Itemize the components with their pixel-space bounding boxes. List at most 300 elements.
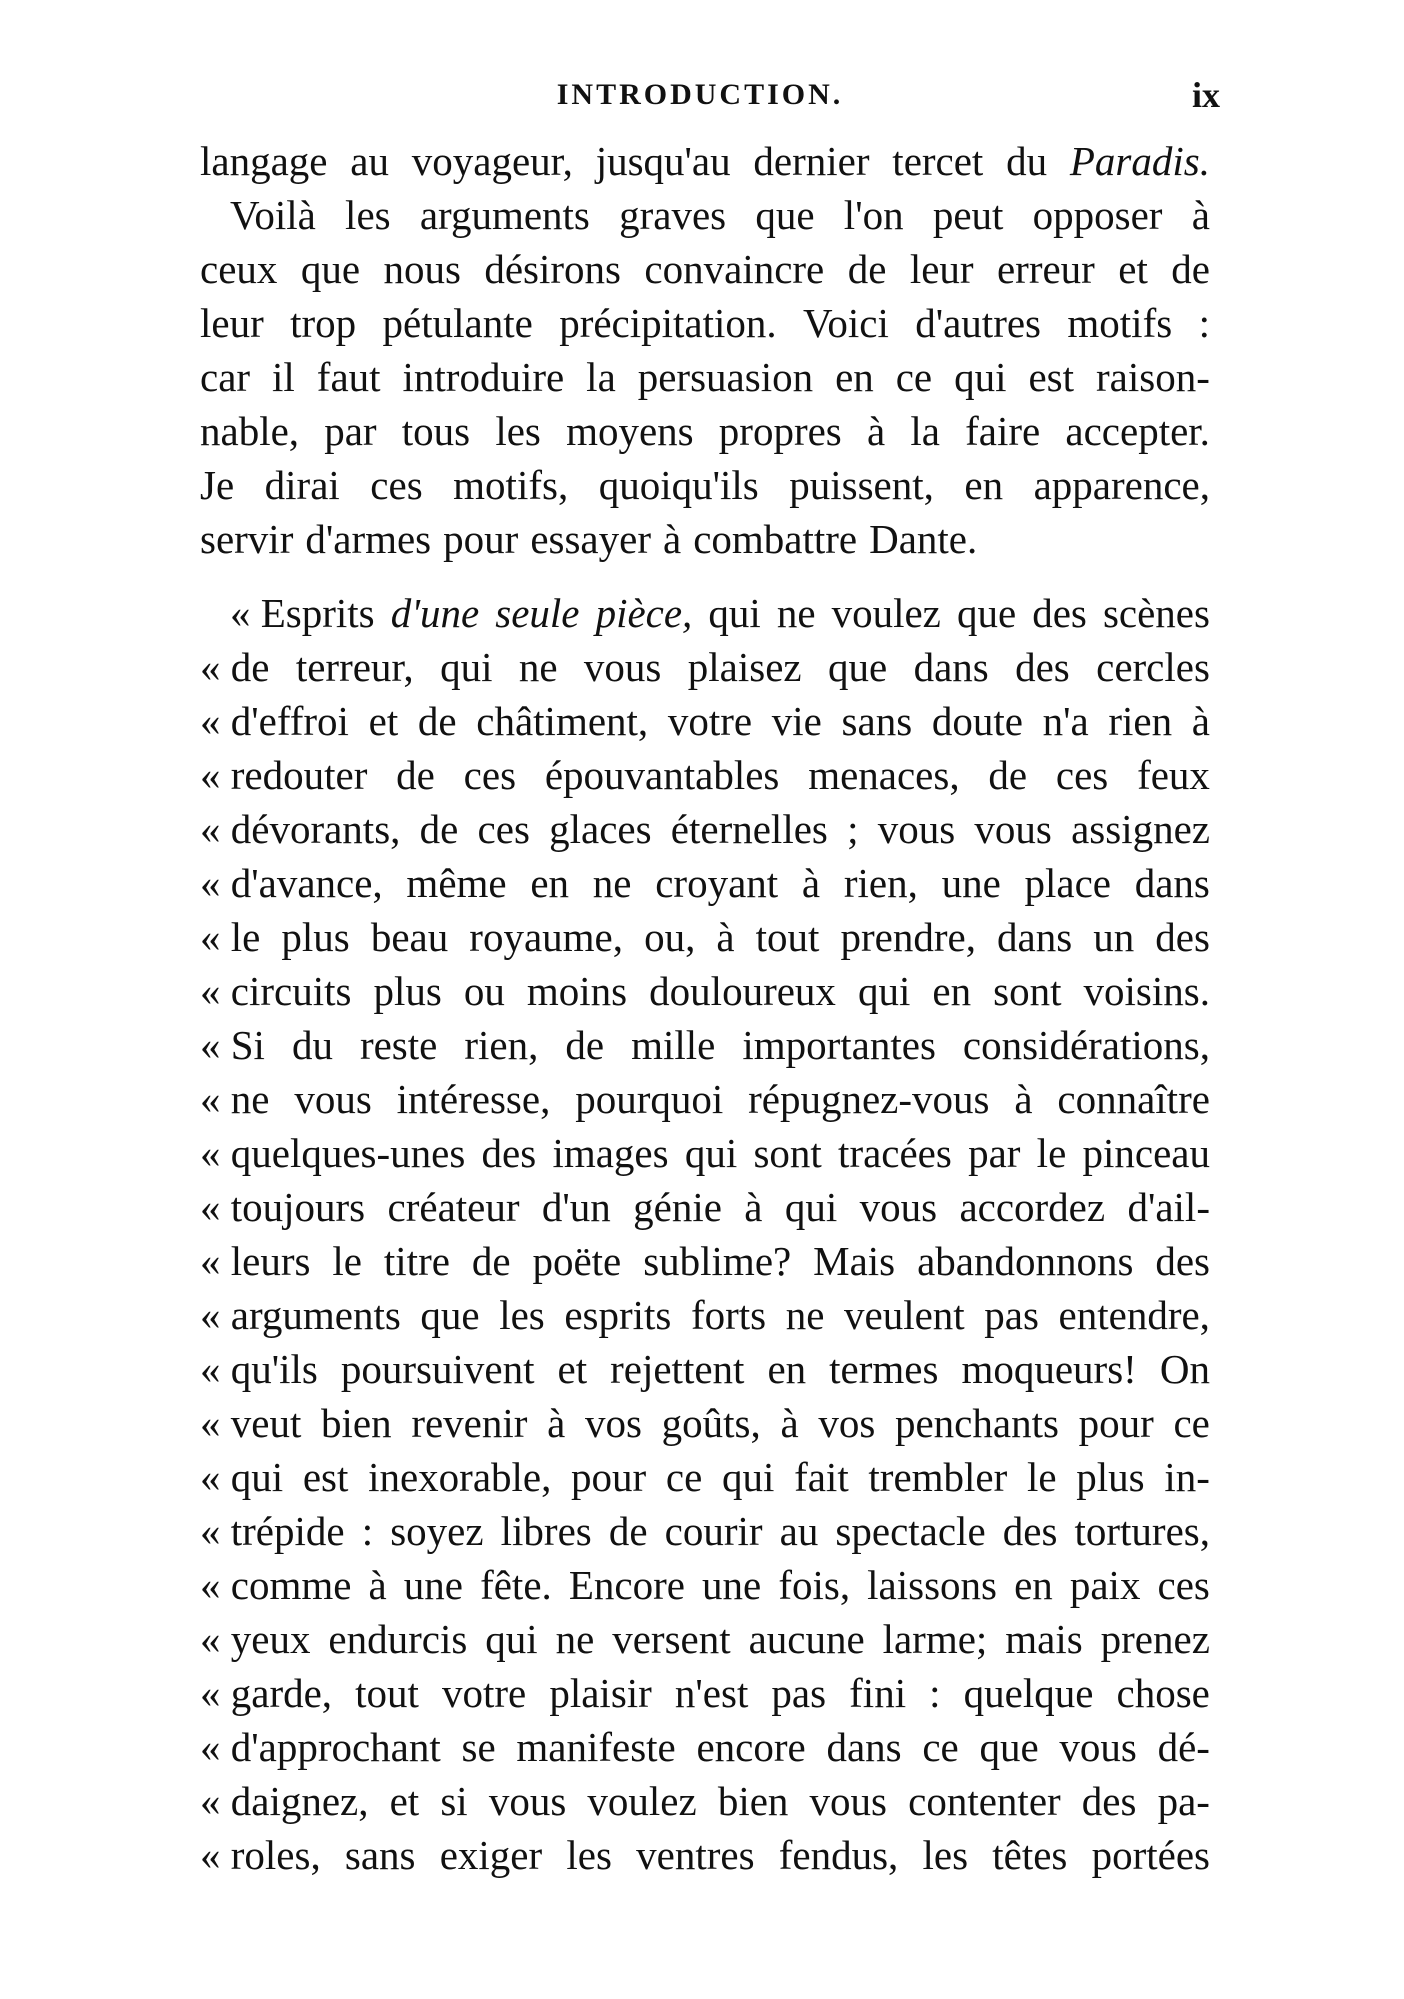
word: ce bbox=[922, 1724, 959, 1770]
word: à bbox=[716, 914, 735, 960]
word: considérations, bbox=[962, 1022, 1210, 1068]
text-line bbox=[200, 964, 1210, 1018]
word: des bbox=[1155, 914, 1210, 960]
word: rien, bbox=[464, 1022, 539, 1068]
word: les bbox=[922, 1832, 969, 1878]
text-line bbox=[200, 1828, 1210, 1882]
word: fini bbox=[849, 1670, 907, 1716]
word: tortures, bbox=[1074, 1508, 1210, 1554]
word: « d'approchant bbox=[200, 1724, 441, 1770]
word: vie bbox=[771, 698, 822, 744]
word: introduire bbox=[402, 354, 565, 400]
word: ces bbox=[463, 752, 517, 798]
word: « Esprits bbox=[230, 590, 375, 636]
text-line bbox=[200, 1288, 1210, 1342]
word: « redouter bbox=[200, 752, 368, 798]
word: les bbox=[345, 192, 391, 238]
word: qui bbox=[708, 590, 761, 636]
word: pour bbox=[443, 516, 519, 562]
word: portées bbox=[1091, 1832, 1210, 1878]
word: que bbox=[420, 1292, 480, 1338]
word: précipitation. bbox=[559, 300, 777, 346]
word: inexorable, bbox=[368, 1454, 552, 1500]
word: d'autres bbox=[915, 300, 1042, 346]
word: plaisir bbox=[549, 1670, 652, 1716]
word: « qui bbox=[200, 1454, 284, 1500]
word: de bbox=[419, 806, 459, 852]
text-line bbox=[200, 1342, 1210, 1396]
word: les bbox=[566, 1832, 612, 1878]
word: mille bbox=[631, 1022, 716, 1068]
word: bien bbox=[321, 1400, 392, 1446]
word: faut bbox=[316, 354, 381, 400]
word: revenir bbox=[411, 1400, 528, 1446]
text-line bbox=[200, 640, 1210, 694]
word: de bbox=[417, 698, 457, 744]
text-line bbox=[200, 1612, 1210, 1666]
word: plus bbox=[281, 914, 350, 960]
word: tout bbox=[355, 1670, 419, 1716]
text-line bbox=[200, 350, 1210, 404]
text-line bbox=[200, 458, 1210, 512]
word: servir bbox=[200, 516, 294, 562]
word: Mais bbox=[813, 1238, 896, 1284]
word: Voici bbox=[803, 300, 889, 346]
word: l'on bbox=[843, 192, 904, 238]
text-line bbox=[200, 1558, 1210, 1612]
word: : bbox=[929, 1670, 941, 1716]
word: ces bbox=[1157, 1562, 1210, 1608]
word: « ne bbox=[200, 1076, 270, 1122]
word: quoiqu'ils bbox=[598, 462, 759, 508]
body-text bbox=[200, 134, 1210, 1882]
running-head-title: INTRODUCTION. bbox=[556, 78, 844, 111]
word: qui bbox=[684, 1130, 738, 1176]
word: mais bbox=[1005, 1616, 1083, 1662]
word: que bbox=[956, 590, 1017, 636]
word: ces bbox=[370, 462, 423, 508]
word: vous bbox=[877, 806, 956, 852]
word: larme; bbox=[882, 1616, 988, 1662]
word: désirons bbox=[484, 246, 621, 292]
word: vous bbox=[1059, 1724, 1137, 1770]
word: rejettent bbox=[610, 1346, 745, 1392]
word: châtiment, bbox=[476, 698, 649, 744]
word: ; bbox=[847, 806, 859, 852]
text-line bbox=[200, 1180, 1210, 1234]
word: trembler bbox=[868, 1454, 1008, 1500]
word: de bbox=[847, 246, 887, 292]
word: images bbox=[552, 1130, 669, 1176]
word: une bbox=[403, 1562, 463, 1608]
word: du bbox=[1006, 138, 1048, 184]
word: il bbox=[272, 354, 295, 400]
word: un bbox=[1093, 914, 1135, 960]
word: dé- bbox=[1157, 1724, 1210, 1770]
word: une bbox=[702, 1562, 762, 1608]
word: « dévorants, bbox=[200, 806, 401, 852]
word: Paradis. bbox=[1069, 138, 1210, 184]
text-line bbox=[200, 1774, 1210, 1828]
word: « quelques-unes bbox=[200, 1130, 466, 1176]
word: de bbox=[608, 1508, 648, 1554]
word: du bbox=[291, 1022, 333, 1068]
word: le bbox=[1036, 1130, 1067, 1176]
word: pour bbox=[1078, 1400, 1154, 1446]
word: est bbox=[302, 1454, 349, 1500]
word: « yeux bbox=[200, 1616, 311, 1662]
word: voulez bbox=[831, 590, 941, 636]
word: versent bbox=[612, 1616, 731, 1662]
word: et bbox=[368, 698, 399, 744]
word: créateur bbox=[387, 1184, 520, 1230]
word: vos bbox=[818, 1400, 876, 1446]
word: d'armes bbox=[305, 516, 432, 562]
text-line bbox=[200, 910, 1210, 964]
word: nable, bbox=[200, 408, 300, 454]
word: exiger bbox=[439, 1832, 543, 1878]
text-line bbox=[200, 1126, 1210, 1180]
word: ou bbox=[463, 968, 505, 1014]
word: courir bbox=[664, 1508, 763, 1554]
word: voyageur, bbox=[411, 138, 573, 184]
word: vous bbox=[583, 644, 662, 690]
word: ces bbox=[1055, 752, 1109, 798]
word: rien bbox=[1108, 698, 1173, 744]
paragraph-gap bbox=[200, 566, 1210, 586]
word: à bbox=[662, 516, 682, 562]
word: cercles bbox=[1096, 644, 1210, 690]
word: plus bbox=[1076, 1454, 1145, 1500]
word: une bbox=[941, 860, 1001, 906]
word: ces bbox=[477, 806, 530, 852]
word: libres bbox=[500, 1508, 592, 1554]
word: tout bbox=[755, 914, 820, 960]
word: place bbox=[1024, 860, 1111, 906]
word: fête. bbox=[480, 1562, 552, 1608]
word: pas bbox=[984, 1292, 1039, 1338]
word: n'a bbox=[1042, 698, 1089, 744]
word: le bbox=[1026, 1454, 1057, 1500]
word: laissons bbox=[867, 1562, 997, 1608]
word: pour bbox=[571, 1454, 647, 1500]
word: motifs, bbox=[453, 462, 569, 508]
word: vous bbox=[488, 1778, 567, 1824]
word: pièce, bbox=[595, 590, 693, 636]
word: manifeste bbox=[516, 1724, 676, 1770]
word: « garde, bbox=[200, 1670, 333, 1716]
word: « arguments bbox=[200, 1292, 401, 1338]
word: erreur bbox=[996, 246, 1095, 292]
word: qui bbox=[721, 1454, 775, 1500]
text-line bbox=[200, 296, 1210, 350]
word: d'ail- bbox=[1127, 1184, 1210, 1230]
word: par bbox=[324, 408, 377, 454]
text-line bbox=[200, 748, 1210, 802]
word: combattre bbox=[693, 516, 858, 562]
word: doute bbox=[931, 698, 1023, 744]
word: leur bbox=[909, 246, 974, 292]
word: à bbox=[744, 1184, 763, 1230]
word: en bbox=[835, 354, 874, 400]
word: prendre, bbox=[840, 914, 976, 960]
word: « Si bbox=[200, 1022, 265, 1068]
word: seule bbox=[495, 590, 580, 636]
text-line bbox=[200, 1450, 1210, 1504]
word: la bbox=[910, 408, 940, 454]
word: intéresse, bbox=[396, 1076, 551, 1122]
text-line bbox=[200, 856, 1210, 910]
word: prenez bbox=[1100, 1616, 1210, 1662]
word: ce bbox=[665, 1454, 703, 1500]
word: douloureux bbox=[649, 968, 836, 1014]
word: dans bbox=[826, 1724, 902, 1770]
word: : bbox=[361, 1508, 374, 1554]
word: au bbox=[779, 1508, 819, 1554]
word: par bbox=[968, 1130, 1021, 1176]
word: in- bbox=[1164, 1454, 1210, 1500]
word: croyant bbox=[655, 860, 779, 906]
word: termes bbox=[829, 1346, 939, 1392]
word: vous bbox=[974, 806, 1052, 852]
word: dans bbox=[997, 914, 1073, 960]
word: plus bbox=[373, 968, 442, 1014]
word: faire bbox=[965, 408, 1041, 454]
word: connaître bbox=[1057, 1076, 1210, 1122]
word: ce bbox=[1173, 1400, 1210, 1446]
word: et bbox=[1118, 246, 1148, 292]
word: moyens bbox=[566, 408, 694, 454]
word: pas bbox=[771, 1670, 827, 1716]
word: des bbox=[1015, 644, 1070, 690]
word: d'une bbox=[390, 590, 480, 636]
word: arguments bbox=[419, 192, 590, 238]
text-line bbox=[200, 1720, 1210, 1774]
word: feux bbox=[1137, 752, 1210, 798]
word: langage bbox=[200, 138, 328, 184]
word: aucune bbox=[748, 1616, 865, 1662]
word: même bbox=[406, 860, 507, 906]
word: en bbox=[932, 968, 972, 1014]
word: apparence, bbox=[1033, 462, 1210, 508]
word: et bbox=[557, 1346, 588, 1392]
word: se bbox=[461, 1724, 496, 1770]
word: jusqu'au bbox=[595, 138, 731, 184]
word: poursuivent bbox=[340, 1346, 535, 1392]
word: dernier bbox=[753, 138, 870, 184]
word: fait bbox=[794, 1454, 849, 1500]
word: que bbox=[300, 246, 361, 292]
word: ne bbox=[592, 860, 632, 906]
word: que bbox=[755, 192, 815, 238]
word: goûts, bbox=[661, 1400, 761, 1446]
word: des bbox=[1032, 590, 1087, 636]
word: que bbox=[827, 644, 888, 690]
word: en bbox=[767, 1346, 807, 1392]
text-line bbox=[200, 1666, 1210, 1720]
word: raison- bbox=[1096, 354, 1210, 400]
word: scènes bbox=[1102, 590, 1210, 636]
word: « veut bbox=[200, 1400, 302, 1446]
word: assignez bbox=[1071, 806, 1210, 852]
word: des bbox=[1155, 1238, 1210, 1284]
word: à bbox=[1014, 1076, 1033, 1122]
text-line bbox=[200, 242, 1210, 296]
text-line bbox=[200, 694, 1210, 748]
word: fois, bbox=[778, 1562, 851, 1608]
word: qui bbox=[485, 1616, 538, 1662]
word: Dante. bbox=[869, 516, 978, 562]
word: à bbox=[1191, 698, 1210, 744]
word: au bbox=[350, 138, 389, 184]
word: têtes bbox=[992, 1832, 1068, 1878]
word: la bbox=[586, 354, 616, 400]
word: de bbox=[396, 752, 435, 798]
word: leur bbox=[200, 300, 264, 346]
word: forts bbox=[690, 1292, 767, 1338]
word: : bbox=[1198, 300, 1210, 346]
word: titre bbox=[383, 1238, 450, 1284]
word: des bbox=[481, 1130, 537, 1176]
word: en bbox=[964, 462, 1004, 508]
text-line bbox=[200, 512, 1210, 566]
word: sublime? bbox=[643, 1238, 792, 1284]
word: épouvantables bbox=[544, 752, 780, 798]
word: pétulante bbox=[382, 300, 533, 346]
word: poëte bbox=[532, 1238, 622, 1284]
word: graves bbox=[619, 192, 727, 238]
text-line bbox=[200, 802, 1210, 856]
word: dans bbox=[913, 644, 989, 690]
word: bien bbox=[717, 1778, 789, 1824]
word: moins bbox=[526, 968, 628, 1014]
word: opposer bbox=[1032, 192, 1163, 238]
word: On bbox=[1159, 1346, 1210, 1392]
word: d'un bbox=[541, 1184, 611, 1230]
word: nous bbox=[383, 246, 461, 292]
word: à bbox=[780, 1400, 799, 1446]
word: qui bbox=[784, 1184, 838, 1230]
word: ne bbox=[785, 1292, 825, 1338]
word: à bbox=[801, 860, 821, 906]
word: qui bbox=[440, 644, 493, 690]
word: veulent bbox=[844, 1292, 965, 1338]
text-line bbox=[200, 1504, 1210, 1558]
word: rien, bbox=[843, 860, 918, 906]
word: est bbox=[1028, 354, 1075, 400]
word: moqueurs! bbox=[961, 1346, 1137, 1392]
page-number: ix bbox=[1191, 75, 1220, 115]
word: vous bbox=[809, 1778, 888, 1824]
word: votre bbox=[442, 1670, 527, 1716]
word: ne bbox=[518, 644, 558, 690]
word: dans bbox=[1134, 860, 1210, 906]
word: pinceau bbox=[1082, 1130, 1210, 1176]
word: n'est bbox=[674, 1670, 749, 1716]
word: à bbox=[1191, 192, 1210, 238]
word: « comme bbox=[200, 1562, 352, 1608]
text-line bbox=[200, 134, 1210, 188]
word: des bbox=[1002, 1508, 1058, 1554]
word: « daignez, bbox=[200, 1778, 369, 1824]
text-line bbox=[200, 188, 1210, 242]
text-line bbox=[200, 1072, 1210, 1126]
word: glaces bbox=[549, 806, 652, 852]
word: les bbox=[495, 408, 541, 454]
word: à bbox=[866, 408, 886, 454]
word: ventres bbox=[636, 1832, 755, 1878]
word: « roles, bbox=[200, 1832, 321, 1878]
word: « circuits bbox=[200, 968, 352, 1014]
word: encore bbox=[696, 1724, 806, 1770]
word: le bbox=[332, 1238, 362, 1284]
word: de bbox=[565, 1022, 605, 1068]
word: vos bbox=[584, 1400, 642, 1446]
word: paix bbox=[1069, 1562, 1141, 1608]
word: dirai bbox=[264, 462, 340, 508]
word: qui bbox=[857, 968, 911, 1014]
word: peut bbox=[932, 192, 1004, 238]
word: ou, bbox=[644, 914, 696, 960]
word: à bbox=[547, 1400, 566, 1446]
word: votre bbox=[667, 698, 753, 744]
word: trop bbox=[290, 300, 357, 346]
word: de bbox=[1171, 246, 1210, 292]
word: reste bbox=[359, 1022, 438, 1068]
word: contenter bbox=[908, 1778, 1061, 1824]
word: génie bbox=[633, 1184, 722, 1230]
word: quelque bbox=[963, 1670, 1094, 1716]
word: « d'avance, bbox=[200, 860, 383, 906]
word: esprits bbox=[564, 1292, 672, 1338]
word: importantes bbox=[742, 1022, 936, 1068]
word: ce bbox=[895, 354, 933, 400]
word: qui bbox=[954, 354, 1007, 400]
word: soyez bbox=[390, 1508, 484, 1554]
word: accordez bbox=[959, 1184, 1106, 1230]
word: et bbox=[389, 1778, 420, 1824]
word: de bbox=[988, 752, 1028, 798]
word: que bbox=[979, 1724, 1039, 1770]
word: pa- bbox=[1157, 1778, 1210, 1824]
word: entendre, bbox=[1058, 1292, 1210, 1338]
word: ceux bbox=[200, 246, 278, 292]
word: menaces, bbox=[808, 752, 960, 798]
word: propres bbox=[718, 408, 842, 454]
word: motifs bbox=[1067, 300, 1173, 346]
text-line bbox=[200, 586, 1210, 640]
word: essayer bbox=[530, 516, 651, 562]
word: ne bbox=[555, 1616, 595, 1662]
word: « le bbox=[200, 914, 261, 960]
word: « de bbox=[200, 644, 270, 690]
word: fendus, bbox=[778, 1832, 899, 1878]
word: Encore bbox=[568, 1562, 685, 1608]
word: vous bbox=[294, 1076, 372, 1122]
word: tercet bbox=[892, 138, 984, 184]
word: « d'effroi bbox=[200, 698, 349, 744]
word: plaisez bbox=[687, 644, 802, 690]
word: sans bbox=[344, 1832, 416, 1878]
word: ne bbox=[776, 590, 816, 636]
word: tous bbox=[401, 408, 471, 454]
text-line bbox=[200, 404, 1210, 458]
word: en bbox=[1014, 1562, 1053, 1608]
word: puissent, bbox=[789, 462, 934, 508]
word: Voilà bbox=[230, 192, 316, 238]
word: à bbox=[368, 1562, 387, 1608]
word: si bbox=[440, 1778, 468, 1824]
